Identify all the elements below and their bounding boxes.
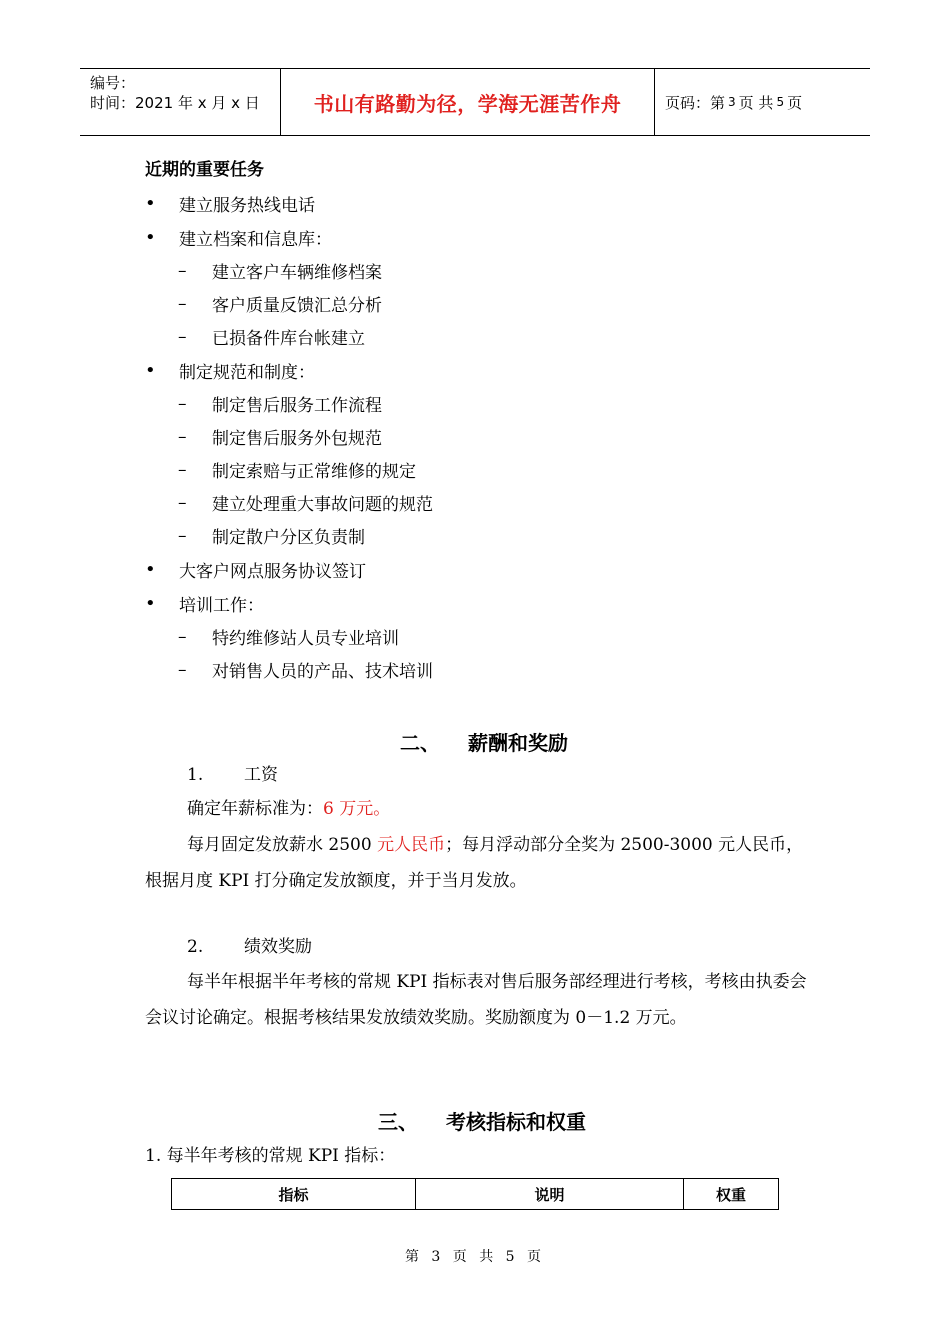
dash-mark: –: [178, 293, 187, 314]
page-total: 5: [776, 95, 785, 109]
header-info: [80, 69, 281, 135]
list-item-text: 建立档案和信息库：: [179, 229, 332, 250]
kpi-table-header: [171, 1178, 779, 1210]
subsection-number: 2.: [187, 937, 204, 957]
sub-item: [145, 387, 810, 420]
subsection-title: 工资: [244, 765, 278, 785]
page-suffix: 页: [787, 93, 803, 112]
text-span: 每月固定发放薪水 2500: [187, 835, 378, 855]
task-list: [145, 154, 810, 686]
sub-item-text: 制定索赔与正常维修的规定: [212, 462, 416, 482]
section-title: 考核指标和权重: [446, 1110, 586, 1134]
page-indicator: [655, 69, 870, 135]
sub-item: [145, 420, 810, 453]
list-item: [145, 353, 810, 387]
sub-item-text: 建立客户车辆维修档案: [212, 263, 382, 283]
section-heading-kpi: [378, 1106, 586, 1135]
list-item-text: 建立服务热线电话: [179, 195, 315, 216]
subsection-title: 绩效奖励: [244, 937, 312, 957]
dash-mark: –: [178, 626, 187, 647]
section-number: 二、: [400, 731, 440, 755]
list-item: [145, 220, 810, 254]
sub-item: [145, 254, 810, 287]
sub-item-text: 制定售后服务工作流程: [212, 396, 382, 416]
subsection-bonus: [187, 929, 852, 965]
list-item: [145, 586, 810, 620]
subsection-wage: [187, 757, 852, 793]
task-list-title: 近期的重要任务: [145, 160, 264, 180]
dash-mark: –: [178, 393, 187, 414]
sub-item-text: 制定售后服务外包规范: [212, 429, 382, 449]
list-item-text: 制定规范和制度：: [179, 362, 315, 383]
bullet-mark: •: [145, 192, 156, 214]
header-motto: 书山有路勤为径，学海无涯苦作舟: [313, 91, 622, 116]
list-item-text: 大客户网点服务协议签订: [179, 561, 366, 582]
dash-mark: –: [178, 260, 187, 281]
section-number: 三、: [378, 1110, 418, 1134]
sub-item: [145, 287, 810, 320]
bullet-mark: •: [145, 226, 156, 248]
column-header-indicator: 指标: [172, 1179, 416, 1209]
kpi-intro: 1. 每半年考核的常规 KPI 指标：: [145, 1146, 396, 1166]
time-label: 时间：2021 年 x 月 x 日: [90, 94, 260, 112]
subsection-number: 1.: [187, 765, 204, 785]
sub-item-text: 建立处理重大事故问题的规范: [212, 495, 433, 515]
dash-mark: –: [178, 659, 187, 680]
sub-item-text: 已损备件库台帐建立: [212, 329, 365, 349]
header-table: [80, 68, 870, 136]
column-header-description: 说明: [416, 1179, 684, 1209]
sub-item-text: 特约维修站人员专业培训: [212, 629, 399, 649]
dash-mark: –: [178, 525, 187, 546]
sub-item: [145, 453, 810, 486]
page-footer: 第 3 页 共 5 页: [404, 1249, 546, 1265]
column-header-weight: 权重: [715, 1185, 746, 1204]
section-heading-salary: [400, 727, 568, 756]
header-motto-cell: [281, 69, 655, 135]
monthly-pay: [145, 827, 810, 899]
sub-item-text: 制定散户分区负责制: [212, 528, 365, 548]
dash-mark: –: [178, 459, 187, 480]
page-current: 3: [728, 95, 736, 109]
sub-item: [145, 620, 810, 653]
sub-item: [145, 486, 810, 519]
list-item-text: 培训工作：: [179, 595, 264, 616]
dash-mark: –: [178, 426, 187, 447]
section-title: 薪酬和奖励: [468, 731, 568, 755]
bullet-mark: •: [145, 558, 156, 580]
highlight-text: 6 万元。: [323, 799, 391, 819]
bullet-mark: •: [145, 359, 156, 381]
bonus-description: 每半年根据半年考核的常规 KPI 指标表对售后服务部经理进行考核，考核由执委会会议讨论确定。根据考核结果发放绩效奖励。奖励额度为 0－1.2 万元。: [145, 972, 807, 1028]
sub-item: [145, 320, 810, 353]
sub-item: [145, 653, 810, 686]
sub-item: [145, 519, 810, 552]
text-span: ；每月浮动部分全奖为 2500-3000 元人民币，根据月度 KPI 打分确定发放额度，并于当月发放。: [145, 835, 804, 891]
salary-standard: [145, 791, 810, 827]
list-item: [145, 552, 810, 586]
page-prefix: 页码：第: [665, 93, 726, 112]
text-span: 确定年薪标准为：: [187, 799, 323, 819]
list-item: [145, 186, 810, 220]
sub-item-text: 客户质量反馈汇总分析: [212, 296, 382, 316]
dash-mark: –: [178, 492, 187, 513]
number-label: 编号：: [90, 74, 136, 92]
highlight-text: 元人民币: [377, 835, 446, 855]
page-mid: 页 共: [738, 93, 774, 112]
bullet-mark: •: [145, 592, 156, 614]
sub-item-text: 对销售人员的产品、技术培训: [212, 662, 433, 682]
dash-mark: –: [178, 326, 187, 347]
